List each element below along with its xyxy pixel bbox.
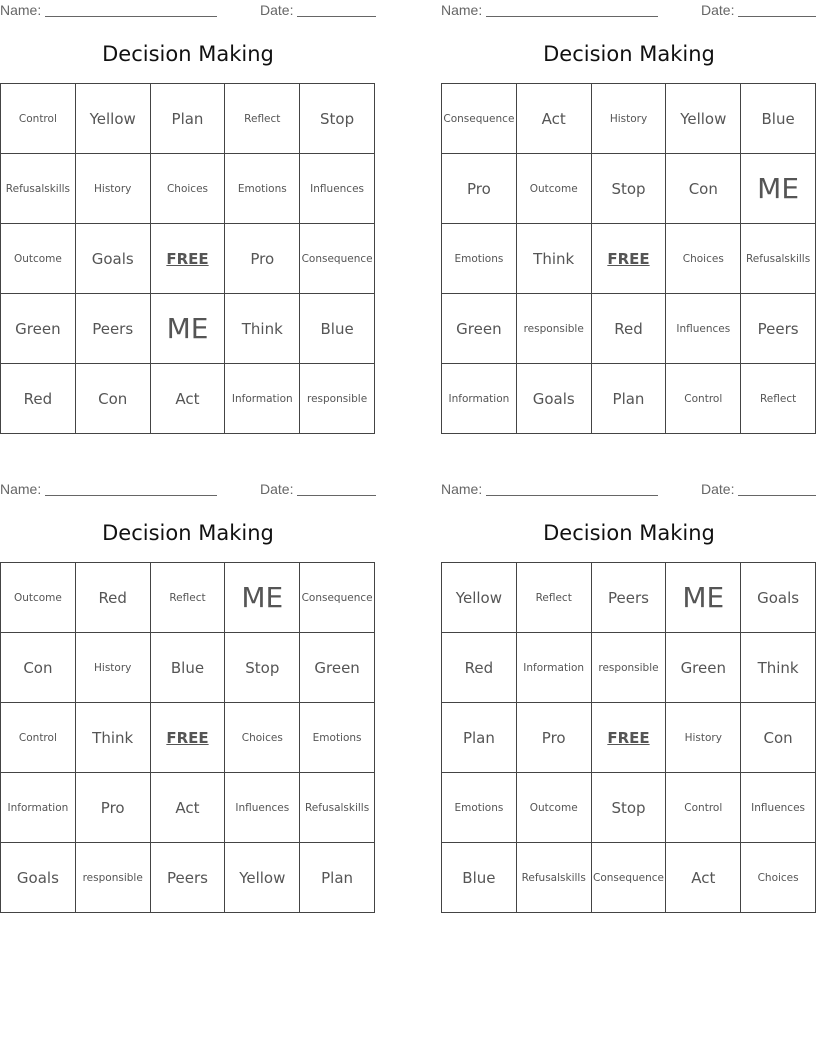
bingo-cell[interactable]: Act bbox=[150, 364, 225, 434]
bingo-cell[interactable]: Act bbox=[516, 84, 591, 154]
bingo-row bbox=[1, 703, 375, 773]
bingo-cell[interactable]: Con bbox=[666, 154, 741, 224]
bingo-cell[interactable]: Con bbox=[1, 633, 76, 703]
bingo-cell[interactable]: Yellow bbox=[666, 84, 741, 154]
name-date-row bbox=[441, 479, 816, 499]
bingo-cell[interactable]: ME bbox=[666, 563, 741, 633]
bingo-cell[interactable]: Con bbox=[741, 703, 816, 773]
bingo-cell[interactable]: Think bbox=[516, 224, 591, 294]
bingo-cell[interactable]: Reflect bbox=[741, 364, 816, 434]
name-label: Name: bbox=[0, 481, 42, 497]
name-label: Name: bbox=[0, 2, 42, 18]
bingo-cell[interactable]: Plan bbox=[591, 364, 666, 434]
bingo-cell[interactable]: Blue bbox=[442, 843, 517, 913]
bingo-cell[interactable]: Red bbox=[75, 563, 150, 633]
bingo-row bbox=[1, 843, 375, 913]
free-space-cell[interactable]: FREE bbox=[591, 703, 666, 773]
bingo-cell[interactable]: Outcome bbox=[516, 773, 591, 843]
bingo-cell[interactable]: Red bbox=[591, 294, 666, 364]
bingo-grid bbox=[0, 83, 375, 434]
bingo-cell[interactable]: ME bbox=[741, 154, 816, 224]
bingo-cell[interactable]: Control bbox=[1, 84, 76, 154]
bingo-cell[interactable]: Green bbox=[442, 294, 517, 364]
bingo-cell[interactable]: Goals bbox=[516, 364, 591, 434]
bingo-card-4 bbox=[441, 479, 816, 915]
bingo-row bbox=[442, 294, 816, 364]
name-line[interactable] bbox=[486, 16, 658, 17]
bingo-cell[interactable]: Goals bbox=[1, 843, 76, 913]
bingo-row bbox=[442, 773, 816, 843]
bingo-row bbox=[442, 843, 816, 913]
bingo-cell[interactable]: Influences bbox=[300, 154, 375, 224]
bingo-cell[interactable]: Pro bbox=[75, 773, 150, 843]
bingo-cell[interactable]: Red bbox=[442, 633, 517, 703]
bingo-row bbox=[1, 84, 375, 154]
bingo-cell[interactable]: Outcome bbox=[516, 154, 591, 224]
bingo-row bbox=[1, 224, 375, 294]
free-space-cell[interactable]: FREE bbox=[150, 703, 225, 773]
card-title: Decision Making bbox=[102, 42, 274, 66]
free-space-cell[interactable]: FREE bbox=[591, 224, 666, 294]
bingo-cell[interactable]: Refusalskills bbox=[300, 773, 375, 843]
bingo-cell[interactable]: Information bbox=[516, 633, 591, 703]
date-line[interactable] bbox=[738, 495, 816, 496]
bingo-cell[interactable]: Control bbox=[666, 364, 741, 434]
bingo-cell[interactable]: Emotions bbox=[300, 703, 375, 773]
bingo-cell[interactable]: responsible bbox=[300, 364, 375, 434]
bingo-cell[interactable]: Stop bbox=[591, 773, 666, 843]
bingo-cell[interactable]: Outcome bbox=[1, 563, 76, 633]
bingo-cell[interactable]: Stop bbox=[300, 84, 375, 154]
bingo-cell[interactable]: Plan bbox=[300, 843, 375, 913]
bingo-cell[interactable]: Goals bbox=[75, 224, 150, 294]
bingo-row bbox=[1, 154, 375, 224]
bingo-cell[interactable]: Information bbox=[442, 364, 517, 434]
bingo-row bbox=[442, 633, 816, 703]
bingo-row bbox=[1, 294, 375, 364]
free-space-cell[interactable]: FREE bbox=[150, 224, 225, 294]
bingo-row bbox=[1, 773, 375, 843]
bingo-cell[interactable]: Think bbox=[75, 703, 150, 773]
bingo-cell[interactable]: Peers bbox=[75, 294, 150, 364]
bingo-card-1 bbox=[0, 0, 376, 436]
bingo-cell[interactable]: Refusalskills bbox=[516, 843, 591, 913]
bingo-cell[interactable]: Blue bbox=[150, 633, 225, 703]
card-title: Decision Making bbox=[102, 521, 274, 545]
bingo-cell[interactable]: Red bbox=[1, 364, 76, 434]
bingo-cell[interactable]: Influences bbox=[225, 773, 300, 843]
bingo-grid bbox=[441, 562, 816, 913]
bingo-cell[interactable]: Green bbox=[666, 633, 741, 703]
bingo-cell[interactable]: Yellow bbox=[225, 843, 300, 913]
bingo-cell[interactable]: Emotions bbox=[442, 224, 517, 294]
bingo-cell[interactable]: Green bbox=[1, 294, 76, 364]
bingo-cell[interactable]: Pro bbox=[516, 703, 591, 773]
bingo-row bbox=[442, 224, 816, 294]
date-label: Date: bbox=[701, 2, 735, 18]
bingo-cell[interactable]: Plan bbox=[442, 703, 517, 773]
bingo-cell[interactable]: Choices bbox=[225, 703, 300, 773]
bingo-row bbox=[442, 154, 816, 224]
date-label: Date: bbox=[260, 481, 294, 497]
bingo-cell[interactable]: Blue bbox=[741, 84, 816, 154]
name-date-row bbox=[0, 0, 376, 20]
bingo-cell[interactable]: ME bbox=[225, 563, 300, 633]
bingo-cell[interactable]: ME bbox=[150, 294, 225, 364]
bingo-cell[interactable]: Refusalskills bbox=[1, 154, 76, 224]
bingo-cell[interactable]: Information bbox=[1, 773, 76, 843]
bingo-cell[interactable]: responsible bbox=[75, 843, 150, 913]
date-line[interactable] bbox=[297, 495, 376, 496]
bingo-cell[interactable]: Choices bbox=[666, 224, 741, 294]
bingo-cell[interactable]: Choices bbox=[741, 843, 816, 913]
bingo-row bbox=[442, 703, 816, 773]
bingo-cell[interactable]: Emotions bbox=[225, 154, 300, 224]
card-title: Decision Making bbox=[543, 42, 715, 66]
name-label: Name: bbox=[441, 481, 483, 497]
date-label: Date: bbox=[260, 2, 294, 18]
bingo-cell[interactable]: Stop bbox=[225, 633, 300, 703]
bingo-row bbox=[1, 364, 375, 434]
bingo-cell[interactable]: Goals bbox=[741, 563, 816, 633]
date-label: Date: bbox=[701, 481, 735, 497]
bingo-cell[interactable]: Reflect bbox=[516, 563, 591, 633]
bingo-cell[interactable]: History bbox=[591, 84, 666, 154]
name-date-row bbox=[441, 0, 816, 20]
bingo-cell[interactable]: Green bbox=[300, 633, 375, 703]
name-line[interactable] bbox=[45, 16, 217, 17]
date-line[interactable] bbox=[297, 16, 376, 17]
bingo-cell[interactable]: Outcome bbox=[1, 224, 76, 294]
bingo-cell[interactable]: Blue bbox=[300, 294, 375, 364]
bingo-cell[interactable]: Consequence bbox=[591, 843, 666, 913]
bingo-cell[interactable]: Consequence bbox=[300, 224, 375, 294]
bingo-card-3 bbox=[0, 479, 376, 915]
bingo-cell[interactable]: Emotions bbox=[442, 773, 517, 843]
bingo-cell[interactable]: Influences bbox=[666, 294, 741, 364]
bingo-row bbox=[1, 563, 375, 633]
bingo-cell[interactable]: History bbox=[75, 633, 150, 703]
bingo-cell[interactable]: Consequence bbox=[300, 563, 375, 633]
name-line[interactable] bbox=[486, 495, 658, 496]
bingo-cell[interactable]: Act bbox=[150, 773, 225, 843]
bingo-cell[interactable]: Information bbox=[225, 364, 300, 434]
bingo-cell[interactable]: Peers bbox=[741, 294, 816, 364]
bingo-cell[interactable]: Peers bbox=[150, 843, 225, 913]
bingo-cell[interactable]: Con bbox=[75, 364, 150, 434]
bingo-cell[interactable]: Think bbox=[741, 633, 816, 703]
bingo-cell[interactable]: Choices bbox=[150, 154, 225, 224]
bingo-grid bbox=[0, 562, 375, 913]
bingo-cell[interactable]: Pro bbox=[225, 224, 300, 294]
bingo-row bbox=[1, 633, 375, 703]
bingo-row bbox=[442, 563, 816, 633]
bingo-cell[interactable]: Control bbox=[666, 773, 741, 843]
bingo-cell[interactable]: Yellow bbox=[75, 84, 150, 154]
bingo-cell[interactable]: Peers bbox=[591, 563, 666, 633]
bingo-cell[interactable]: Stop bbox=[591, 154, 666, 224]
bingo-card-2 bbox=[441, 0, 816, 436]
bingo-cell[interactable]: responsible bbox=[516, 294, 591, 364]
bingo-cell[interactable]: Reflect bbox=[225, 84, 300, 154]
date-line[interactable] bbox=[738, 16, 816, 17]
bingo-cell[interactable]: responsible bbox=[591, 633, 666, 703]
bingo-cell[interactable]: Control bbox=[1, 703, 76, 773]
bingo-cell[interactable]: Yellow bbox=[442, 563, 517, 633]
bingo-grid bbox=[441, 83, 816, 434]
bingo-cell[interactable]: Influences bbox=[741, 773, 816, 843]
bingo-cell[interactable]: Reflect bbox=[150, 563, 225, 633]
bingo-cell[interactable]: Consequence bbox=[442, 84, 517, 154]
bingo-cell[interactable]: History bbox=[75, 154, 150, 224]
bingo-row bbox=[442, 364, 816, 434]
name-label: Name: bbox=[441, 2, 483, 18]
card-title: Decision Making bbox=[543, 521, 715, 545]
bingo-cell[interactable]: History bbox=[666, 703, 741, 773]
bingo-cell[interactable]: Refusalskills bbox=[741, 224, 816, 294]
bingo-cell[interactable]: Plan bbox=[150, 84, 225, 154]
bingo-cell[interactable]: Act bbox=[666, 843, 741, 913]
bingo-cell[interactable]: Think bbox=[225, 294, 300, 364]
bingo-cell[interactable]: Pro bbox=[442, 154, 517, 224]
name-line[interactable] bbox=[45, 495, 217, 496]
name-date-row bbox=[0, 479, 376, 499]
bingo-row bbox=[442, 84, 816, 154]
